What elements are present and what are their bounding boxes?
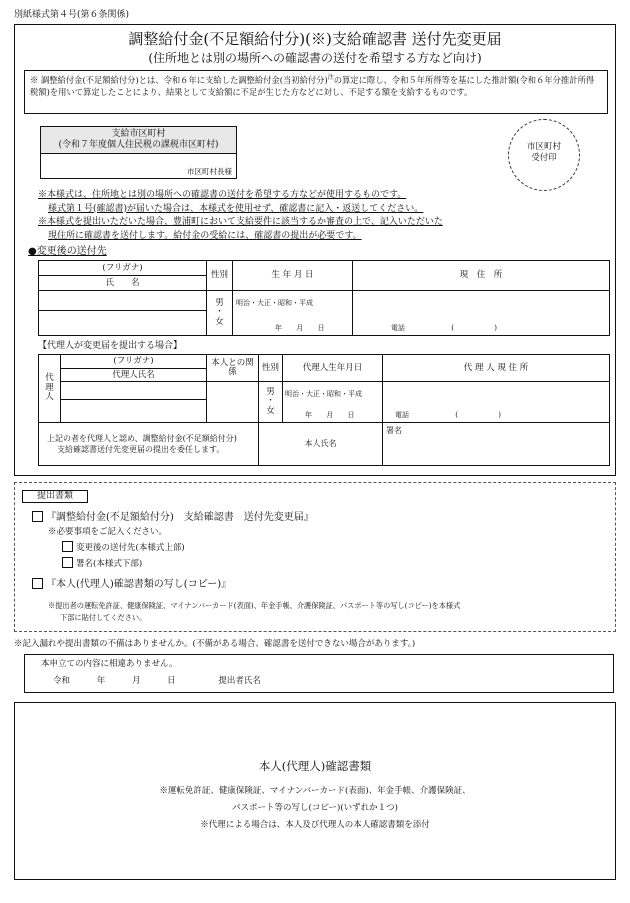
- gender-separator: ・: [215, 307, 224, 318]
- item2-note-1: ※提出者の運転免許証、健康保険証、マイナンバーカード(表面)、年金手帳、介護保険証、パスポート等の写し(コピー)を本様式: [48, 601, 461, 610]
- form-number: 別紙様式第４号(第６条関係): [14, 10, 130, 20]
- note-line-3: ※本様式を提出いただいた場合、豊浦町において支給要件に該当するか審査の上で、記入いただいた: [38, 217, 443, 227]
- month-label: 月: [296, 324, 304, 333]
- agent-furigana-input[interactable]: [61, 382, 207, 400]
- item1-label: 『調整給付金(不足額給付分) 支給確認書 送付先変更届』: [46, 512, 314, 523]
- check-line: ※記入漏れや提出書類の不備はありませんか。(不備がある場合、確認書を送付できない場合があります。): [14, 639, 416, 649]
- delegation-statement: 上記の者を代理人と認め、調整給付金(不足額給付分) 支給確認書送付先変更届の提出を委任します。: [39, 422, 259, 465]
- section2-heading: 【代理人が変更届を提出する場合】: [38, 341, 183, 351]
- stamp-line2: 受付印: [531, 152, 557, 163]
- signature-label: 署名: [386, 425, 402, 435]
- item1-sub2-checkbox[interactable]: [62, 557, 73, 568]
- documents-label: 提出書類: [22, 490, 88, 503]
- item1-sub1-label: 変更後の送付先(本様式上部): [76, 543, 185, 553]
- agent-day-label: 日: [347, 411, 355, 420]
- recipient-table: [38, 260, 610, 336]
- relation-input[interactable]: [207, 382, 259, 423]
- agent-era-options: 明治・大正・昭和・平成: [285, 390, 362, 399]
- declaration-text: 本申立ての内容に相違ありません。: [41, 659, 178, 669]
- era-options: 明治・大正・昭和・平成: [236, 299, 313, 307]
- item2-label: 『本人(代理人)確認書類の写し(コピー)』: [46, 579, 232, 590]
- agent-gender-separator: ・: [266, 396, 275, 407]
- submitter-label: 提出者氏名: [218, 676, 261, 686]
- agent-side-label: 代理人: [39, 355, 61, 423]
- item2-checkbox[interactable]: [32, 578, 43, 589]
- female-option[interactable]: 女: [215, 316, 224, 327]
- agent-phone-label: 電話: [395, 411, 409, 420]
- agent-name-input[interactable]: [61, 400, 207, 423]
- id-box-title: 本人(代理人)確認書類: [258, 759, 372, 773]
- municipality-label: 支給市区町村: [111, 129, 166, 139]
- item1-checkbox[interactable]: [32, 511, 43, 522]
- declaration-day: 日: [167, 676, 176, 686]
- agent-address-input[interactable]: [383, 382, 610, 423]
- principal-name-label: 本人氏名: [259, 422, 383, 465]
- declaration-month: 月: [131, 676, 141, 686]
- id-box-line1: ※運転免許証、健康保険証、マイナンバーカード(表面)、年金手帳、介護保険証、: [159, 786, 471, 796]
- municipality-sub: (令和７年度個人住民税の課税市区町村): [58, 140, 219, 151]
- relation-label: 本人との関係: [207, 355, 259, 382]
- agent-birthdate-label: 代理人生年月日: [283, 355, 383, 382]
- id-box-line3: ※代理による場合は、本人及び代理人の本人確認書類を添付: [200, 820, 430, 830]
- item1-sub1-checkbox[interactable]: [62, 541, 73, 552]
- day-label: 日: [317, 324, 325, 333]
- note-line-2: 様式第１号(確認書)が届いた場合は、本様式を使用せず、確認書に記入・返送してください。: [48, 203, 424, 214]
- gender-label: 性別: [207, 261, 233, 291]
- signature-field[interactable]: [383, 422, 610, 465]
- id-document-area[interactable]: [14, 702, 616, 880]
- item1-sub2-label: 署名(本様式下部): [76, 559, 143, 569]
- note-text: 調整給付金(不足額給付分)とは、令和６年に支給した調整給付金(当初給付分): [40, 74, 328, 85]
- birthdate-input[interactable]: [233, 291, 353, 336]
- furigana-input[interactable]: [39, 291, 207, 311]
- agent-gender-label: 性別: [259, 355, 283, 382]
- phone-paren-close: ): [494, 324, 497, 333]
- address-label: 現 住 所: [353, 261, 610, 291]
- phone-label: 電話: [391, 324, 405, 333]
- birthdate-label: 生 年 月 日: [233, 261, 353, 291]
- agent-table: [38, 354, 610, 466]
- agent-phone-paren-close: ): [498, 411, 501, 420]
- address-input[interactable]: [353, 291, 610, 336]
- page-title: 調整給付金(不足額給付分)(※)支給確認書 送付先変更届: [128, 30, 502, 48]
- mayor-label: 市区町村長様: [187, 166, 232, 176]
- agent-female-option[interactable]: 女: [266, 405, 275, 416]
- furigana-label: (フリガナ): [39, 261, 207, 276]
- agent-month-label: 月: [326, 411, 334, 420]
- phone-paren-open: (: [451, 324, 454, 333]
- note-line-4: 現住所に確認書を送付します。給付金の受給には、確認書の提出が必要です。: [48, 230, 362, 241]
- agent-furigana-label: (フリガナ): [61, 355, 207, 369]
- id-box-line2: パスポート等の写し(コピー)(いずれか１つ): [232, 803, 398, 813]
- agent-birthdate-input[interactable]: [283, 382, 383, 423]
- page-subtitle: (住所地とは別の場所への確認書の送付を希望する方など向け): [148, 51, 482, 65]
- declaration-year: 年: [96, 676, 106, 686]
- item2-note-2: 下部に貼付してください。: [60, 613, 147, 623]
- name-input[interactable]: [39, 311, 207, 336]
- year-label: 年: [275, 324, 282, 333]
- declaration-era: 令和: [53, 676, 71, 686]
- municipality-box: [40, 126, 237, 179]
- item1-note: ※必要事項をご記入ください。: [48, 527, 168, 537]
- section1-heading: ●変更後の送付先: [28, 246, 107, 257]
- declaration-box: [24, 654, 614, 693]
- agent-year-label: 年: [305, 411, 312, 420]
- agent-address-label: 代 理 人 現 住 所: [383, 355, 610, 382]
- note-mark: ※: [30, 74, 39, 85]
- name-label: 氏 名: [39, 276, 207, 291]
- agent-phone-paren-open: (: [455, 411, 458, 420]
- note-text2: の算定に際し、令和５年所得等を基にした推計額(令和６年分推計所得税額)を用いて算定したことにより、結果として支給額に不足が生じた方などに対し、不足する額を支給するものです。: [30, 74, 595, 98]
- note-line-1: ※本様式は、住所地とは別の場所への確認書の送付を希望する方などが使用するものです。: [38, 190, 407, 200]
- male-option[interactable]: 男: [215, 297, 224, 308]
- reception-stamp-area: [508, 119, 580, 191]
- definition-note: [24, 70, 608, 114]
- agent-name-label: 代理人氏名: [61, 368, 207, 382]
- agent-male-option[interactable]: 男: [266, 387, 275, 398]
- note-sup: 注: [327, 74, 334, 81]
- stamp-line1: 市区町村: [526, 142, 561, 152]
